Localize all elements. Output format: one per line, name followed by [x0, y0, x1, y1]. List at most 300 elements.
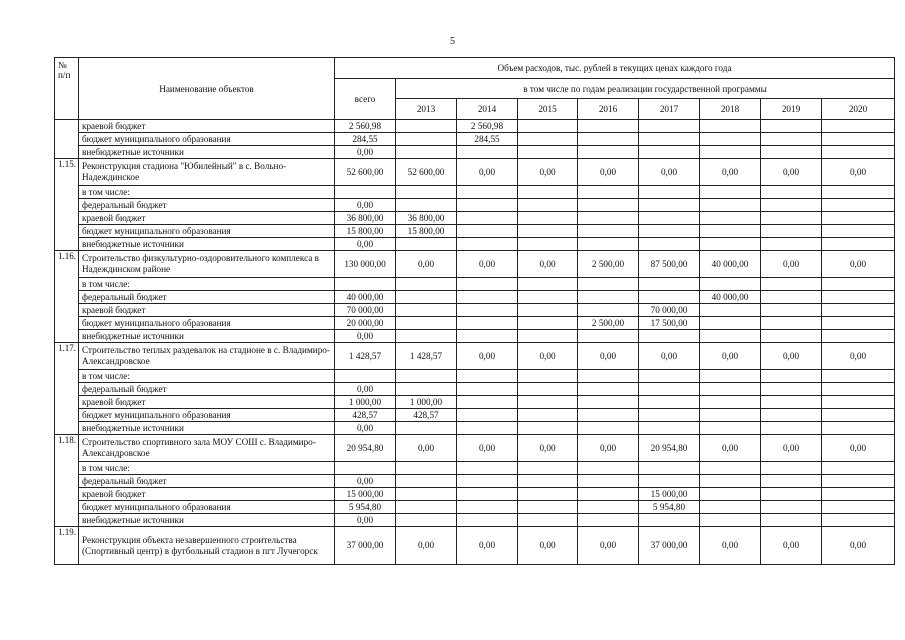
year-value-cell: [822, 422, 895, 435]
year-value-cell: 0,00: [578, 435, 639, 462]
year-value-cell: [457, 409, 518, 422]
object-name: Реконструкция стадиона "Юбилейный" в с. Вольно-Надеждинское: [79, 159, 335, 186]
year-value-cell: [822, 383, 895, 396]
year-value-cell: [396, 330, 457, 343]
year-value-cell: [518, 514, 578, 527]
year-value-cell: [518, 383, 578, 396]
year-value-cell: 0,00: [700, 435, 761, 462]
year-value-cell: [822, 291, 895, 304]
year-value-cell: 0,00: [761, 343, 822, 370]
header-name-col: Наименование объектов: [79, 58, 335, 120]
source-name: в том числе:: [79, 370, 335, 383]
year-value-cell: [578, 501, 639, 514]
year-value-cell: [700, 475, 761, 488]
year-value-cell: [822, 133, 895, 146]
year-value-cell: 0,00: [518, 527, 578, 565]
source-name: бюджет муниципального образования: [79, 409, 335, 422]
year-value-cell: [396, 146, 457, 159]
header-year-2018: 2018: [700, 99, 761, 120]
header-year-2017: 2017: [639, 99, 700, 120]
year-value-cell: [639, 514, 700, 527]
year-value-cell: [578, 120, 639, 133]
source-row: [55, 514, 895, 527]
year-value-cell: [578, 370, 639, 383]
year-value-cell: [578, 383, 639, 396]
source-name: федеральный бюджет: [79, 383, 335, 396]
row-index: 1.18.: [55, 435, 79, 527]
year-value-cell: [518, 146, 578, 159]
year-value-cell: [822, 501, 895, 514]
year-value-cell: [700, 278, 761, 291]
source-name: внебюджетные источники: [79, 146, 335, 159]
total-cell: 0,00: [335, 330, 396, 343]
year-value-cell: [761, 291, 822, 304]
year-value-cell: 284,55: [457, 133, 518, 146]
year-value-cell: [457, 304, 518, 317]
year-value-cell: [822, 462, 895, 475]
year-value-cell: [822, 278, 895, 291]
year-value-cell: [518, 501, 578, 514]
year-value-cell: [639, 330, 700, 343]
year-value-cell: [700, 146, 761, 159]
total-cell: 20 954,80: [335, 435, 396, 462]
year-value-cell: [518, 225, 578, 238]
year-value-cell: [639, 146, 700, 159]
year-value-cell: [822, 225, 895, 238]
header-year-2015: 2015: [518, 99, 578, 120]
year-value-cell: [822, 212, 895, 225]
year-value-cell: 2 500,00: [578, 251, 639, 278]
year-value-cell: [761, 383, 822, 396]
header-num-label: № п/п: [58, 60, 71, 80]
year-value-cell: 0,00: [457, 435, 518, 462]
year-value-cell: [761, 278, 822, 291]
year-value-cell: [396, 120, 457, 133]
year-value-cell: [518, 370, 578, 383]
year-value-cell: 0,00: [700, 343, 761, 370]
total-cell: [335, 186, 396, 199]
source-name: краевой бюджет: [79, 212, 335, 225]
year-value-cell: [761, 199, 822, 212]
object-name: Строительство спортивного зала МОУ СОШ с. Владимиро-Александровское: [79, 435, 335, 462]
source-row: [55, 146, 895, 159]
year-value-cell: [822, 304, 895, 317]
year-value-cell: 0,00: [639, 159, 700, 186]
year-value-cell: 0,00: [518, 251, 578, 278]
year-value-cell: [457, 317, 518, 330]
year-value-cell: [700, 409, 761, 422]
year-value-cell: [822, 199, 895, 212]
source-name: внебюджетные источники: [79, 238, 335, 251]
source-row: [55, 422, 895, 435]
source-name: краевой бюджет: [79, 488, 335, 501]
year-value-cell: [518, 212, 578, 225]
year-value-cell: [700, 488, 761, 501]
total-cell: 20 000,00: [335, 317, 396, 330]
source-row: [55, 488, 895, 501]
source-row: [55, 238, 895, 251]
total-cell: 0,00: [335, 422, 396, 435]
year-value-cell: [578, 304, 639, 317]
year-value-cell: [700, 330, 761, 343]
year-value-cell: [639, 291, 700, 304]
source-name: федеральный бюджет: [79, 291, 335, 304]
year-value-cell: 70 000,00: [639, 304, 700, 317]
year-value-cell: [700, 212, 761, 225]
total-cell: [335, 278, 396, 291]
source-row: [55, 462, 895, 475]
total-cell: [335, 462, 396, 475]
source-name: внебюджетные источники: [79, 330, 335, 343]
year-value-cell: [700, 383, 761, 396]
year-value-cell: 0,00: [578, 527, 639, 565]
year-value-cell: [822, 120, 895, 133]
object-name: Реконструкция объекта незавершенного строительства (Спортивный центр) в футбольный стадион в пгт Лучегорск: [79, 527, 335, 565]
year-value-cell: [639, 396, 700, 409]
year-value-cell: [639, 278, 700, 291]
year-value-cell: [578, 475, 639, 488]
year-value-cell: [396, 291, 457, 304]
year-value-cell: [518, 120, 578, 133]
source-row: [55, 225, 895, 238]
row-index-empty: [55, 120, 79, 159]
year-value-cell: [822, 186, 895, 199]
year-value-cell: [639, 133, 700, 146]
year-value-cell: 87 500,00: [639, 251, 700, 278]
header-years-group: в том числе по годам реализации государственной программы: [396, 79, 895, 99]
year-value-cell: [700, 238, 761, 251]
year-value-cell: [457, 330, 518, 343]
year-value-cell: [761, 317, 822, 330]
year-value-cell: [518, 396, 578, 409]
total-cell: 0,00: [335, 146, 396, 159]
year-value-cell: [822, 238, 895, 251]
year-value-cell: [639, 370, 700, 383]
year-value-cell: [578, 146, 639, 159]
year-value-cell: [396, 278, 457, 291]
year-value-cell: [518, 409, 578, 422]
year-value-cell: [822, 317, 895, 330]
year-value-cell: 0,00: [761, 527, 822, 565]
year-value-cell: [578, 186, 639, 199]
year-value-cell: [639, 422, 700, 435]
year-value-cell: [457, 238, 518, 251]
year-value-cell: [396, 199, 457, 212]
year-value-cell: 0,00: [822, 251, 895, 278]
total-cell: 5 954,80: [335, 501, 396, 514]
year-value-cell: [457, 462, 518, 475]
year-value-cell: [822, 514, 895, 527]
total-cell: 0,00: [335, 199, 396, 212]
year-value-cell: [457, 291, 518, 304]
year-value-cell: [578, 199, 639, 212]
year-value-cell: [518, 199, 578, 212]
year-value-cell: [700, 120, 761, 133]
header-year-2020: 2020: [822, 99, 895, 120]
year-value-cell: 0,00: [457, 527, 518, 565]
year-value-cell: [518, 462, 578, 475]
year-value-cell: [761, 120, 822, 133]
row-index: 1.19.: [55, 527, 79, 565]
source-name: краевой бюджет: [79, 304, 335, 317]
source-row: [55, 212, 895, 225]
source-name: бюджет муниципального образования: [79, 317, 335, 330]
year-value-cell: [700, 317, 761, 330]
year-value-cell: [761, 514, 822, 527]
object-row: [55, 527, 895, 565]
year-value-cell: [761, 396, 822, 409]
total-cell: 0,00: [335, 514, 396, 527]
year-value-cell: [700, 514, 761, 527]
year-value-cell: [761, 212, 822, 225]
total-cell: 37 000,00: [335, 527, 396, 565]
year-value-cell: 5 954,80: [639, 501, 700, 514]
total-cell: 1 428,57: [335, 343, 396, 370]
total-cell: 36 800,00: [335, 212, 396, 225]
year-value-cell: [761, 186, 822, 199]
year-value-cell: [396, 383, 457, 396]
year-value-cell: [457, 146, 518, 159]
source-row: [55, 278, 895, 291]
source-name: краевой бюджет: [79, 396, 335, 409]
year-value-cell: [518, 488, 578, 501]
header-year-2013: 2013: [396, 99, 457, 120]
header-total-col: всего: [335, 79, 396, 120]
year-value-cell: [761, 462, 822, 475]
source-row: [55, 475, 895, 488]
year-value-cell: [822, 409, 895, 422]
source-name: федеральный бюджет: [79, 199, 335, 212]
year-value-cell: [761, 238, 822, 251]
year-value-cell: [457, 225, 518, 238]
header-year-2014: 2014: [457, 99, 518, 120]
year-value-cell: 1 000,00: [396, 396, 457, 409]
year-value-cell: [457, 370, 518, 383]
year-value-cell: [761, 501, 822, 514]
year-value-cell: [396, 186, 457, 199]
year-value-cell: [822, 488, 895, 501]
year-value-cell: 0,00: [639, 343, 700, 370]
year-value-cell: 0,00: [396, 527, 457, 565]
year-value-cell: [396, 462, 457, 475]
year-value-cell: [761, 330, 822, 343]
year-value-cell: [761, 422, 822, 435]
source-name: бюджет муниципального образования: [79, 225, 335, 238]
year-value-cell: [700, 304, 761, 317]
source-name: в том числе:: [79, 186, 335, 199]
object-row: [55, 343, 895, 370]
year-value-cell: [700, 422, 761, 435]
object-name: Строительство физкультурно-оздоровительного комплекса в Надеждинском районе: [79, 251, 335, 278]
source-name: краевой бюджет: [79, 120, 335, 133]
total-cell: 2 560,98: [335, 120, 396, 133]
year-value-cell: [578, 396, 639, 409]
year-value-cell: [518, 475, 578, 488]
total-cell: 1 000,00: [335, 396, 396, 409]
year-value-cell: [518, 317, 578, 330]
row-index: 1.15.: [55, 159, 79, 251]
year-value-cell: 428,57: [396, 409, 457, 422]
source-row: [55, 409, 895, 422]
year-value-cell: 0,00: [822, 159, 895, 186]
source-row: [55, 383, 895, 396]
year-value-cell: [518, 330, 578, 343]
source-name: федеральный бюджет: [79, 475, 335, 488]
year-value-cell: [518, 278, 578, 291]
year-value-cell: [639, 383, 700, 396]
year-value-cell: [822, 330, 895, 343]
year-value-cell: [578, 422, 639, 435]
source-name: внебюджетные источники: [79, 514, 335, 527]
object-row: [55, 251, 895, 278]
year-value-cell: 17 500,00: [639, 317, 700, 330]
year-value-cell: [518, 291, 578, 304]
header-num-col: [55, 58, 79, 120]
source-row: [55, 501, 895, 514]
year-value-cell: [822, 370, 895, 383]
year-value-cell: [396, 475, 457, 488]
year-value-cell: [457, 278, 518, 291]
year-value-cell: [396, 488, 457, 501]
year-value-cell: [822, 396, 895, 409]
year-value-cell: 1 428,57: [396, 343, 457, 370]
source-name: в том числе:: [79, 278, 335, 291]
year-value-cell: [761, 475, 822, 488]
year-value-cell: [578, 225, 639, 238]
year-value-cell: 2 560,98: [457, 120, 518, 133]
year-value-cell: [578, 330, 639, 343]
year-value-cell: [761, 225, 822, 238]
total-cell: 15 000,00: [335, 488, 396, 501]
source-name: внебюджетные источники: [79, 422, 335, 435]
year-value-cell: [700, 370, 761, 383]
source-row: [55, 370, 895, 383]
year-value-cell: [457, 514, 518, 527]
year-value-cell: 40 000,00: [700, 291, 761, 304]
total-cell: 40 000,00: [335, 291, 396, 304]
year-value-cell: [457, 383, 518, 396]
year-value-cell: [639, 212, 700, 225]
year-value-cell: [700, 199, 761, 212]
year-value-cell: 0,00: [457, 159, 518, 186]
total-cell: 130 000,00: [335, 251, 396, 278]
source-row: [55, 304, 895, 317]
object-row: [55, 435, 895, 462]
year-value-cell: [639, 199, 700, 212]
year-value-cell: 0,00: [822, 435, 895, 462]
year-value-cell: 0,00: [700, 527, 761, 565]
source-row: [55, 330, 895, 343]
year-value-cell: 37 000,00: [639, 527, 700, 565]
header-expense-group: Объем расходов, тыс. рублей в текущих ценах каждого года: [335, 58, 895, 79]
year-value-cell: [578, 238, 639, 251]
year-value-cell: [639, 409, 700, 422]
total-cell: 70 000,00: [335, 304, 396, 317]
year-value-cell: 0,00: [761, 435, 822, 462]
year-value-cell: [518, 133, 578, 146]
year-value-cell: [639, 120, 700, 133]
year-value-cell: [761, 133, 822, 146]
year-value-cell: [761, 304, 822, 317]
year-value-cell: 40 000,00: [700, 251, 761, 278]
year-value-cell: [518, 238, 578, 251]
year-value-cell: 2 500,00: [578, 317, 639, 330]
total-cell: 0,00: [335, 475, 396, 488]
year-value-cell: [761, 370, 822, 383]
year-value-cell: 0,00: [578, 159, 639, 186]
year-value-cell: [700, 501, 761, 514]
year-value-cell: [518, 422, 578, 435]
object-name: Строительство теплых раздевалок на стадионе в с. Владимиро-Александровское: [79, 343, 335, 370]
year-value-cell: [639, 186, 700, 199]
year-value-cell: [761, 409, 822, 422]
total-cell: 0,00: [335, 238, 396, 251]
source-row: [55, 133, 895, 146]
year-value-cell: [396, 317, 457, 330]
year-value-cell: [578, 291, 639, 304]
year-value-cell: 36 800,00: [396, 212, 457, 225]
year-value-cell: [578, 488, 639, 501]
year-value-cell: 0,00: [761, 159, 822, 186]
row-index: 1.17.: [55, 343, 79, 435]
year-value-cell: 15 800,00: [396, 225, 457, 238]
total-cell: 0,00: [335, 383, 396, 396]
year-value-cell: 20 954,80: [639, 435, 700, 462]
year-value-cell: [578, 514, 639, 527]
year-value-cell: 15 000,00: [639, 488, 700, 501]
source-row: [55, 186, 895, 199]
object-row: [55, 159, 895, 186]
source-row: [55, 291, 895, 304]
total-cell: 15 800,00: [335, 225, 396, 238]
year-value-cell: [639, 475, 700, 488]
year-value-cell: [396, 133, 457, 146]
page-number: 5: [450, 36, 455, 47]
year-value-cell: [457, 422, 518, 435]
year-value-cell: [822, 475, 895, 488]
year-value-cell: [396, 370, 457, 383]
year-value-cell: [822, 146, 895, 159]
year-value-cell: [639, 462, 700, 475]
year-value-cell: [396, 514, 457, 527]
year-value-cell: 0,00: [396, 251, 457, 278]
year-value-cell: [457, 475, 518, 488]
budget-table: [54, 57, 895, 565]
header-year-2016: 2016: [578, 99, 639, 120]
year-value-cell: 0,00: [457, 251, 518, 278]
year-value-cell: [700, 133, 761, 146]
year-value-cell: [457, 212, 518, 225]
year-value-cell: [578, 278, 639, 291]
source-name: бюджет муниципального образования: [79, 133, 335, 146]
year-value-cell: [639, 225, 700, 238]
year-value-cell: [518, 186, 578, 199]
year-value-cell: [457, 186, 518, 199]
year-value-cell: 0,00: [457, 343, 518, 370]
year-value-cell: [578, 212, 639, 225]
year-value-cell: [700, 396, 761, 409]
year-value-cell: 0,00: [822, 527, 895, 565]
year-value-cell: 0,00: [761, 251, 822, 278]
year-value-cell: [457, 199, 518, 212]
year-value-cell: 0,00: [396, 435, 457, 462]
total-cell: 52 600,00: [335, 159, 396, 186]
year-value-cell: 0,00: [518, 159, 578, 186]
year-value-cell: [518, 304, 578, 317]
year-value-cell: 0,00: [578, 343, 639, 370]
year-value-cell: 0,00: [700, 159, 761, 186]
source-row: [55, 396, 895, 409]
